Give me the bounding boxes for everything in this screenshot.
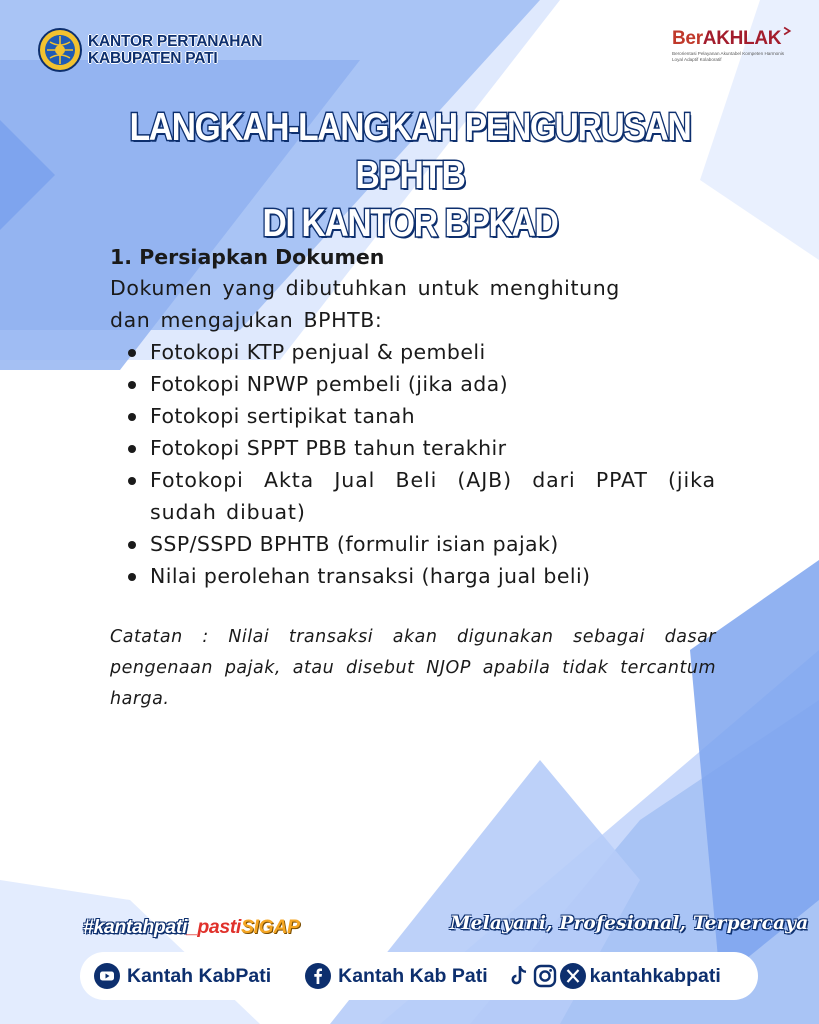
- youtube-label: Kantah KabPati: [127, 964, 272, 987]
- list-item-text: Fotokopi sertipikat tanah: [150, 404, 416, 428]
- hashtag-part1: #kantahpati: [83, 916, 187, 938]
- list-item-text: Fotokopi Akta Jual Beli (AJB) dari PPAT (jika sudah dibuat): [150, 468, 716, 524]
- hashtag-part3: SIGAP: [240, 916, 300, 938]
- social-bar: [80, 952, 758, 1000]
- list-item: [124, 432, 716, 464]
- youtube-icon: [94, 963, 120, 989]
- document-list: [110, 336, 716, 592]
- bullet-icon: [128, 477, 136, 485]
- list-item-text: Nilai perolehan transaksi (harga jual beli): [150, 564, 591, 588]
- note-text: Catatan : Nilai transaksi akan digunakan sebagai dasar pengenaan pajak, atau disebut NJOP apabila tidak tercantum harga.: [110, 627, 716, 709]
- hashtag-part2: _pasti: [186, 916, 241, 938]
- berakhlak-logo: [672, 28, 792, 63]
- x-icon: [560, 963, 586, 989]
- brand-arrow-icon: [782, 24, 792, 38]
- list-item: [124, 368, 716, 400]
- tiktok-icon: [508, 964, 530, 988]
- motto: Melayani, Profesional, Terpercaya: [450, 913, 809, 934]
- social-handle-label: kantahkabpati: [589, 964, 721, 987]
- bullet-icon: [128, 349, 136, 357]
- list-item-text: Fotokopi KTP penjual & pembeli: [150, 340, 486, 364]
- youtube-link[interactable]: [94, 963, 271, 989]
- list-item: [124, 400, 716, 432]
- office-logo: [38, 28, 262, 72]
- bullet-icon: [128, 541, 136, 549]
- brand-tagline: Berorientasi Pelayanan Akuntabel Kompeten Harmonis Loyal Adaptif Kolaboratif: [672, 51, 785, 62]
- list-item: [124, 528, 716, 560]
- instagram-link[interactable]: [533, 964, 557, 988]
- bullet-icon: [128, 445, 136, 453]
- list-item-text: Fotokopi SPPT PBB tahun terakhir: [150, 436, 507, 460]
- tiktok-link[interactable]: [508, 964, 530, 988]
- section-intro-line1: Dokumen yang dibutuhkan untuk menghitung: [110, 276, 620, 300]
- title-line2: DI KANTOR BPKAD: [262, 202, 558, 245]
- bullet-icon: [128, 573, 136, 581]
- page-title: [109, 104, 711, 248]
- title-line1: LANGKAH-LANGKAH PENGURUSAN BPHTB: [129, 106, 691, 197]
- x-link[interactable]: [560, 963, 590, 989]
- section-intro-line2: dan mengajukan BPHTB:: [110, 308, 383, 332]
- list-item-text: SSP/SSPD BPHTB (formulir isian pajak): [150, 532, 559, 556]
- section-heading: 1. Persiapkan Dokumen: [110, 245, 385, 269]
- list-item: [124, 560, 716, 592]
- bullet-icon: [128, 381, 136, 389]
- document-section: [110, 242, 716, 592]
- social-handle[interactable]: [590, 965, 721, 988]
- hashtag: [83, 916, 300, 939]
- office-name-line2: KABUPATEN PATI: [88, 50, 218, 67]
- brand-akhlak: AKHLAK: [702, 28, 782, 49]
- office-name-line1: KANTOR PERTANAHAN: [88, 33, 263, 50]
- bpn-emblem-icon: [38, 28, 82, 72]
- list-item: [124, 464, 716, 528]
- facebook-label: Kantah Kab Pati: [338, 964, 488, 987]
- brand-ber: Ber: [672, 28, 703, 49]
- list-item: [124, 336, 716, 368]
- facebook-link[interactable]: [305, 963, 488, 989]
- facebook-icon: [305, 963, 331, 989]
- bullet-icon: [128, 413, 136, 421]
- list-item-text: Fotokopi NPWP pembeli (jika ada): [150, 372, 508, 396]
- instagram-icon: [533, 964, 557, 988]
